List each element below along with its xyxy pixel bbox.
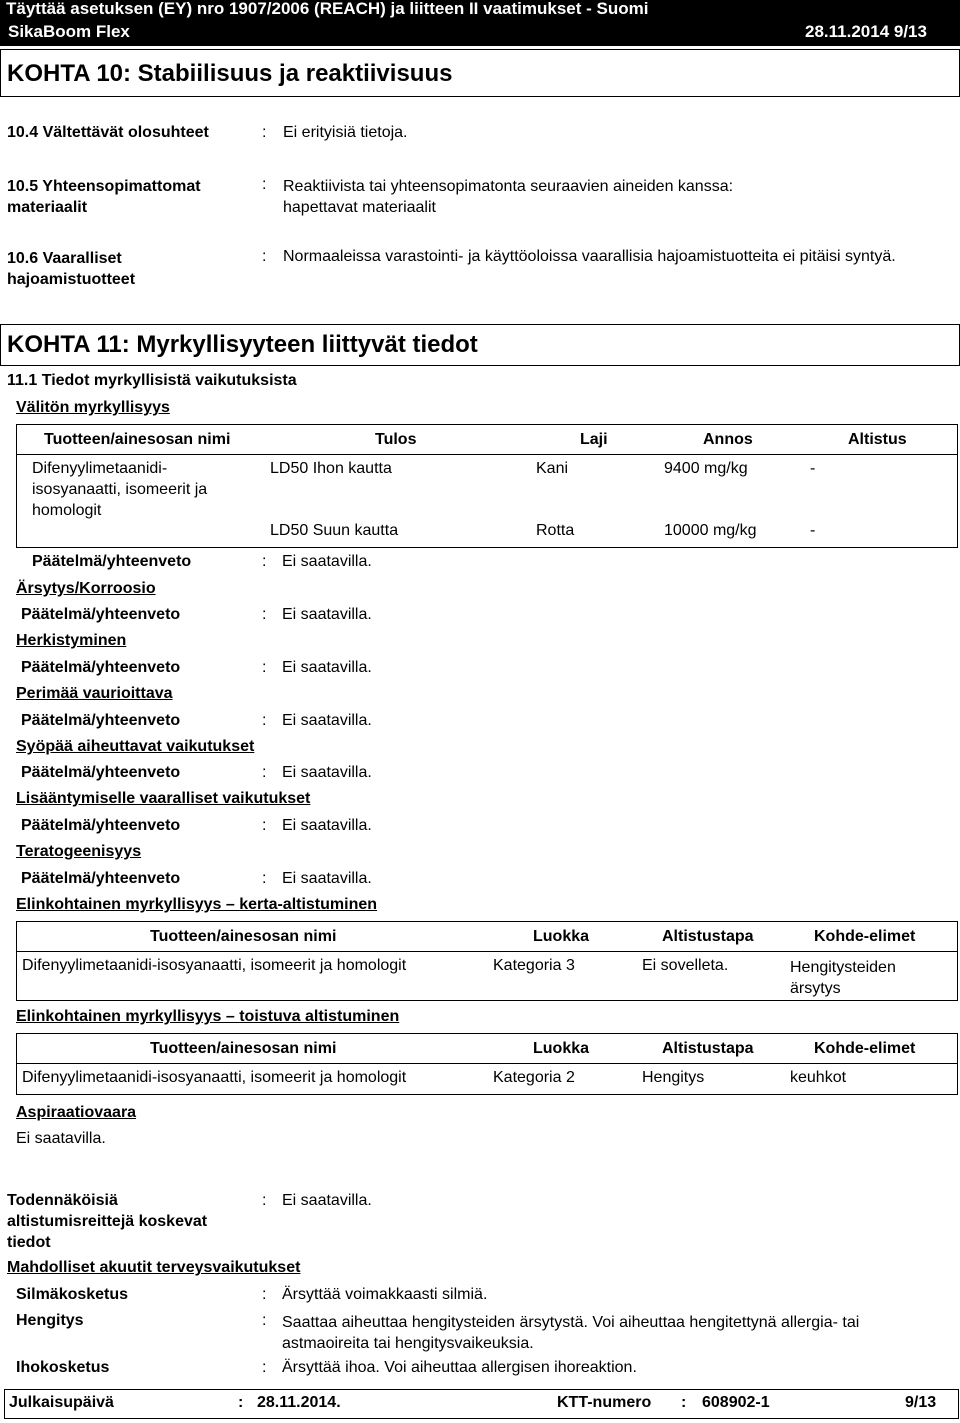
stot-repeated-col-tapa: Altistustapa	[662, 1040, 754, 1057]
stot-single-col-luokka: Luokka	[533, 928, 590, 945]
stot-repeated-name: Difenyylimetaanidi-isosyanaatti, isomeerit ja homologit	[22, 1069, 407, 1086]
conclusion-label: Päätelmä/yhteenveto	[21, 659, 181, 676]
stot-single-header-rule	[16, 951, 958, 952]
stot-single-luokka: Kategoria 3	[493, 957, 575, 974]
acute-header-rule	[16, 454, 958, 455]
acute-row1-laji: Kani	[536, 460, 569, 477]
acute-col-altistus: Altistus	[848, 431, 907, 448]
acute-row1-annos: 9400 mg/kg	[664, 460, 748, 477]
acute-row2-annos: 10000 mg/kg	[664, 522, 757, 539]
conclusion-value: Ei saatavilla.	[282, 553, 372, 570]
stot-repeated-luokka: Kategoria 2	[493, 1069, 575, 1086]
stot-single-name: Difenyylimetaanidi-isosyanaatti, isomeerit ja homologit	[22, 957, 407, 974]
section-11-box	[0, 324, 960, 366]
item-10-5-value: Reaktiivista tai yhteensopimatonta seuraavien aineiden kanssa: hapettavat materiaalit	[283, 178, 734, 216]
aspiration-heading: Aspiraatiovaara	[16, 1104, 137, 1121]
conclusion-value: Ei saatavilla.	[282, 606, 372, 623]
conclusion-label: Päätelmä/yhteenveto	[21, 764, 181, 781]
effect-inhalation-label: Hengitys	[16, 1312, 84, 1329]
conclusion-value: Ei saatavilla.	[282, 659, 372, 676]
effect-eye-value: Ärsyttää voimakkaasti silmiä.	[282, 1286, 488, 1303]
effect-skin-value: Ärsyttää ihoa. Voi aiheuttaa allergisen ihoreaktion.	[282, 1359, 637, 1376]
subsection-reproductive: Lisääntymiselle vaaralliset vaikutukset	[16, 790, 311, 807]
conclusion-value: Ei saatavilla.	[282, 764, 372, 781]
stot-single-tapa: Ei sovelleta.	[642, 957, 729, 974]
section-10-title: KOHTA 10: Stabiilisuus ja reaktiivisuus	[7, 60, 453, 87]
stot-repeated-col-luokka: Luokka	[533, 1040, 590, 1057]
stot-single-heading: Elinkohtainen myrkyllisyys – kerta-altistuminen	[16, 896, 378, 913]
item-10-6-value: Normaaleissa varastointi- ja käyttöoloissa vaarallisia hajoamistuotteita ei pitäisi syntyä.	[283, 248, 896, 265]
conclusion-label: Päätelmä/yhteenveto	[21, 712, 181, 729]
section-11-title: KOHTA 11: Myrkyllisyyteen liittyvät tiedot	[7, 331, 478, 358]
conclusion-label: Päätelmä/yhteenveto	[32, 553, 192, 570]
product-name: SikaBoom Flex	[8, 22, 130, 41]
subsection-carcinogenicity: Syöpää aiheuttavat vaikutukset	[16, 738, 255, 755]
acute-effects-heading: Mahdolliset akuutit terveysvaikutukset	[7, 1259, 301, 1276]
effect-eye-label: Silmäkosketus	[16, 1286, 129, 1303]
footer-ktt-value: 608902-1	[702, 1394, 770, 1411]
conclusion-label: Päätelmä/yhteenveto	[21, 870, 181, 887]
conclusion-label: Päätelmä/yhteenveto	[21, 817, 181, 834]
footer-pub-label: Julkaisupäivä	[9, 1394, 114, 1411]
stot-repeated-col-kohde: Kohde-elimet	[814, 1040, 916, 1057]
document-footer: Julkaisupäivä : 28.11.2014. KTT-numero : 608902-1 9/13	[4, 1389, 959, 1419]
acute-col-annos: Annos	[703, 431, 753, 448]
aspiration-value: Ei saatavilla.	[16, 1130, 106, 1147]
conclusion-value: Ei saatavilla.	[282, 817, 372, 834]
conclusion-value: Ei saatavilla.	[282, 712, 372, 729]
acute-row2-tulos: LD50 Suun kautta	[270, 522, 399, 539]
exposure-routes-label: Todennäköisiä altistumisreittejä koskevat tiedot	[7, 1192, 208, 1251]
stot-repeated-col-name: Tuotteen/ainesosan nimi	[150, 1040, 337, 1057]
item-10-4-value: Ei erityisiä tietoja.	[283, 124, 408, 141]
stot-repeated-kohde: keuhkot	[790, 1069, 847, 1086]
stot-repeated-header-rule	[16, 1063, 958, 1064]
subsection-irritation: Ärsytys/Korroosio	[16, 580, 156, 597]
stot-single-kohde: Hengitysteiden ärsytys	[790, 959, 896, 997]
acute-substance-name: Difenyylimetaanidi-isosyanaatti, isomeerit ja homologit	[32, 460, 208, 519]
acute-row2-laji: Rotta	[536, 522, 575, 539]
stot-single-col-name: Tuotteen/ainesosan nimi	[150, 928, 337, 945]
stot-single-col-tapa: Altistustapa	[662, 928, 754, 945]
stot-repeated-tapa: Hengitys	[642, 1069, 705, 1086]
doc-title: Täyttää asetuksen (EY) nro 1907/2006 (REACH) ja liitteen II vaatimukset - Suomi	[6, 0, 649, 18]
acute-toxicity-heading: Välitön myrkyllisyys	[16, 399, 170, 416]
conclusion-label: Päätelmä/yhteenveto	[21, 606, 181, 623]
section-10-box	[0, 49, 960, 97]
stot-repeated-heading: Elinkohtainen myrkyllisyys – toistuva altistuminen	[16, 1008, 400, 1025]
effect-skin-label: Ihokosketus	[16, 1359, 110, 1376]
subsection-11-1: 11.1 Tiedot myrkyllisistä vaikutuksista	[7, 372, 297, 389]
footer-ktt-label: KTT-numero	[557, 1394, 652, 1411]
acute-col-tulos: Tulos	[375, 431, 417, 448]
effect-inhalation-value: Saattaa aiheuttaa hengitysteiden ärsytystä. Voi aiheuttaa hengitettynä allergia- tai astmaoireita tai hengitysvaikeuksia.	[282, 1314, 860, 1352]
subsection-mutagenicity: Perimää vaurioittava	[16, 685, 173, 702]
document-header	[0, 0, 960, 46]
subsection-teratogenicity: Teratogeenisyys	[16, 843, 142, 860]
exposure-routes-value: Ei saatavilla.	[282, 1192, 372, 1209]
acute-row1-tulos: LD50 Ihon kautta	[270, 460, 392, 477]
acute-col-name: Tuotteen/ainesosan nimi	[44, 431, 231, 448]
acute-col-laji: Laji	[580, 431, 608, 448]
item-10-5-label: 10.5 Yhteensopimattomat materiaalit	[7, 178, 201, 216]
conclusion-value: Ei saatavilla.	[282, 870, 372, 887]
item-10-6-label: 10.6 Vaaralliset hajoamistuotteet	[7, 250, 136, 288]
footer-pub-date: 28.11.2014.	[257, 1394, 341, 1411]
stot-single-col-kohde: Kohde-elimet	[814, 928, 916, 945]
acute-row1-altistus: -	[810, 460, 816, 477]
footer-page: 9/13	[905, 1394, 937, 1411]
date-page: 28.11.2014 9/13	[805, 22, 927, 41]
subsection-sensitisation: Herkistyminen	[16, 632, 127, 649]
acute-row2-altistus: -	[810, 522, 816, 539]
item-10-4-label: 10.4 Vältettävät olosuhteet	[7, 124, 209, 141]
